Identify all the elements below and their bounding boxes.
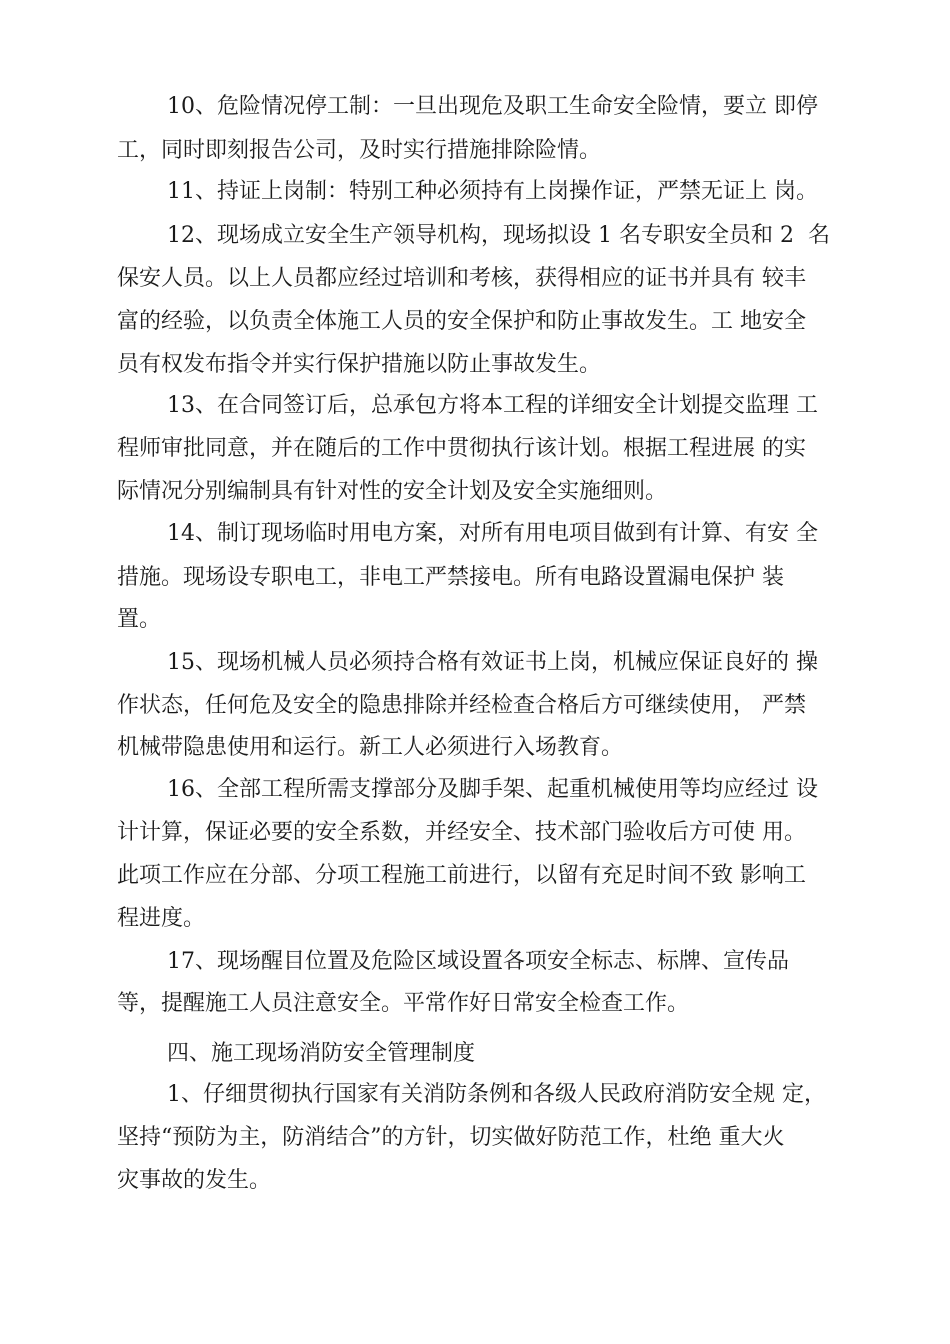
text-line: 14、制订现场临时用电方案，对所有用电项目做到有计算、有安 全 [167,521,818,546]
text-line: 员有权发布指令并实行保护措施以防止事故发生。 [117,352,602,377]
text-line: 15、现场机械人员必须持合格有效证书上岗，机械应保证良好的 操 [167,650,818,675]
text-line: 程师审批同意，并在随后的工作中贯彻执行该计划。根据工程进展 的实 [117,436,806,461]
text-line: 17、现场醒目位置及危险区域设置各项安全标志、标牌、宣传品 [167,949,789,974]
text-line: 际情况分别编制具有针对性的安全计划及安全实施细则。 [117,479,668,504]
text-line: 等，提醒施工人员注意安全。平常作好日常安全检查工作。 [117,991,690,1016]
text-line: 12、现场成立安全生产领导机构，现场拟设 1 名专职安全员和 2 名 [167,223,830,248]
section-heading: 四、施工现场消防安全管理制度 [167,1041,476,1066]
text-line: 10、危险情况停工制：一旦出现危及职工生命安全险情，要立 即停 [167,94,818,119]
text-line: 11、持证上岗制：特别工种必须持有上岗操作证，严禁无证上 岗。 [167,179,818,204]
text-line: 程进度。 [117,906,206,931]
text-line: 1、仔细贯彻执行国家有关消防条例和各级人民政府消防安全规 定， [167,1082,826,1107]
text-line: 13、在合同签订后，总承包方将本工程的详细安全计划提交监理 工 [167,393,818,418]
text-line: 工，同时即刻报告公司，及时实行措施排除险情。 [117,138,602,163]
text-line: 作状态，任何危及安全的隐患排除并经检查合格后方可继续使用， 严禁 [117,693,806,718]
text-line: 16、全部工程所需支撑部分及脚手架、起重机械使用等均应经过 设 [167,777,818,802]
text-line: 置。 [117,607,162,632]
text-line: 保安人员。以上人员都应经过培训和考核，获得相应的证书并具有 较丰 [117,266,806,291]
text-line: 此项工作应在分部、分项工程施工前进行，以留有充足时间不致 影响工 [117,863,806,888]
text-line: 机械带隐患使用和运行。新工人必须进行入场教育。 [117,735,624,760]
text-line: 计计算，保证必要的安全系数，并经安全、技术部门验收后方可使 用。 [117,820,806,845]
text-line: 富的经验，以负责全体施工人员的安全保护和防止事故发生。工 地安全 [117,309,806,334]
text-line: 措施。现场设专职电工，非电工严禁接电。所有电路设置漏电保护 装 [117,565,784,590]
text-line: 坚持“预防为主，防消结合”的方针，切实做好防范工作，杜绝 重大火 [117,1125,785,1150]
text-line: 灾事故的发生。 [117,1168,272,1193]
